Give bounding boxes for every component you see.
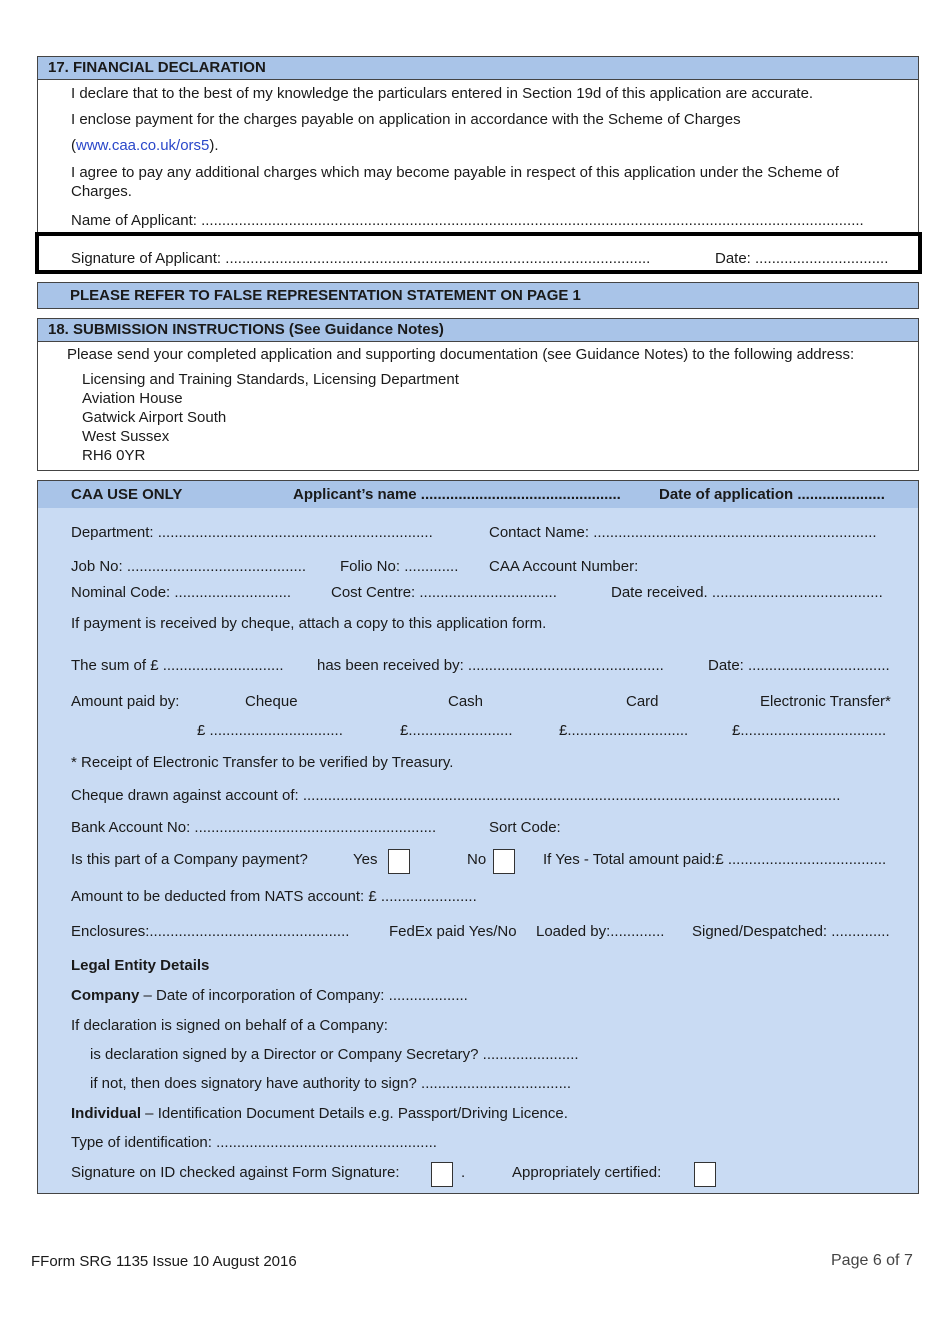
signature-date-field[interactable]: Date: ................................ [715,250,889,267]
address-line: Licensing and Training Standards, Licensing Department [82,371,459,388]
section-17-header [37,56,919,80]
individual-id-text [71,1105,568,1122]
appropriately-certified-label: Appropriately certified: [512,1164,662,1181]
loaded-by-field[interactable]: Loaded by:............. [536,923,665,940]
cost-centre-field[interactable]: Cost Centre: ................................. [331,584,557,601]
job-no-field[interactable]: Job No: ........................................... [71,558,307,575]
section-18-header [37,318,919,342]
authority-question-field[interactable]: if not, then does signatory have authority to sign? .................................... [90,1075,572,1092]
declaration-line-3b: Charges. [71,183,132,200]
cheque-note: If payment is received by cheque, attach a copy to this application form. [71,615,547,632]
sum-of-field[interactable]: The sum of £ ............................. [71,657,284,674]
bank-account-field[interactable]: Bank Account No: .......................................................... [71,819,437,836]
cheque-drawn-field[interactable]: Cheque drawn against account of: ................................................................................................................................. [71,787,841,804]
cheque-label: Cheque [245,693,298,710]
type-of-identification-field[interactable]: Type of identification: ..................................................... [71,1134,437,1151]
appropriately-certified-checkbox[interactable] [694,1162,716,1187]
signature-of-applicant-field[interactable]: Signature of Applicant: ...................................................................................................... [71,250,651,267]
cheque-amount-field[interactable]: £ ................................ [197,722,343,739]
director-question-field[interactable]: is declaration signed by a Director or Company Secretary? ....................... [90,1046,579,1063]
contact-name-field[interactable]: Contact Name: .................................................................... [489,524,877,541]
enclosures-field[interactable]: Enclosures:................................................ [71,923,350,940]
electronic-transfer-label: Electronic Transfer* [760,693,891,710]
folio-no-field[interactable]: Folio No: ............. [340,558,459,575]
date-of-application-field[interactable]: Date of application ..................... [659,486,885,503]
page-number: Page 6 of 7 [831,1252,913,1269]
signature-checked-label: Signature on ID checked against Form Signature: [71,1164,400,1181]
caa-use-only-title: CAA USE ONLY [71,486,183,503]
fedex-paid-field[interactable]: FedEx paid Yes/No [389,923,517,940]
amount-paid-by-label: Amount paid by: [71,693,180,710]
cash-amount-field[interactable]: £......................... [400,722,513,739]
caa-account-number-field[interactable]: CAA Account Number: [489,558,639,575]
section-18-title: 18. SUBMISSION INSTRUCTIONS (See Guidance Notes) [48,321,444,338]
yes-label: Yes [353,851,378,868]
address-line: Aviation House [82,390,183,407]
individual-id-rest: – Identification Document Details e.g. Passport/Driving Licence. [141,1105,568,1122]
department-field[interactable]: Department: .................................................................. [71,524,433,541]
submission-intro: Please send your completed application and supporting documentation (see Guidance Notes) to the following address: [67,346,855,363]
sort-code-field[interactable]: Sort Code: [489,819,561,836]
received-by-field[interactable]: has been received by: ............................................... [317,657,664,674]
false-representation-banner [37,282,919,309]
individual-label: Individual [71,1105,142,1122]
declaration-line-1: I declare that to the best of my knowledge the particulars entered in Section 19d of this application are accurate. [71,85,814,102]
address-line: West Sussex [82,428,170,445]
section-17-body [37,79,919,233]
signature-checked-dot: . [461,1164,466,1181]
address-line: Gatwick Airport South [82,409,227,426]
nominal-code-field[interactable]: Nominal Code: ............................ [71,584,292,601]
receipt-note: * Receipt of Electronic Transfer to be verified by Treasury. [71,754,454,771]
card-label: Card [626,693,659,710]
signed-despatched-field[interactable]: Signed/Despatched: .............. [692,923,890,940]
applicant-name-field[interactable]: Applicant’s name ................................................ [293,486,621,503]
cash-label: Cash [448,693,484,710]
declaration-line-3a: I agree to pay any additional charges which may become payable in respect of this application under the Scheme of [71,164,839,181]
name-of-applicant-field[interactable]: Name of Applicant: ............................................................................................................................................................... [71,212,864,229]
received-date-field[interactable]: Date: .................................. [708,657,890,674]
company-incorporation-text: – Date of incorporation of Company: ................... [139,987,468,1004]
scheme-of-charges-link[interactable]: www.caa.co.uk/ors5 [76,137,210,154]
signature-checked-checkbox[interactable] [431,1162,453,1187]
address-line: RH6 0YR [82,447,146,464]
company-incorporation-field[interactable] [71,987,468,1004]
scheme-link-line [71,137,219,154]
legal-entity-heading: Legal Entity Details [71,957,210,974]
card-amount-field[interactable]: £............................. [559,722,689,739]
false-representation-text: PLEASE REFER TO FALSE REPRESENTATION STATEMENT ON PAGE 1 [70,287,581,304]
link-open: ( [71,137,76,154]
company-payment-yes-checkbox[interactable] [388,849,410,874]
link-close: ). [209,137,219,154]
declaration-behalf-text: If declaration is signed on behalf of a Company: [71,1017,388,1034]
form-reference: FForm SRG 1135 Issue 10 August 2016 [31,1253,297,1270]
company-payment-question: Is this part of a Company payment? [71,851,308,868]
declaration-line-2: I enclose payment for the charges payable on application in accordance with the Scheme of Charges [71,111,741,128]
section-17-title: 17. FINANCIAL DECLARATION [48,59,266,76]
no-label: No [467,851,487,868]
company-payment-no-checkbox[interactable] [493,849,515,874]
electronic-amount-field[interactable]: £................................... [732,722,887,739]
total-amount-paid-field[interactable]: If Yes - Total amount paid:£ ...................................... [543,851,887,868]
date-received-field[interactable]: Date received. ......................................... [611,584,883,601]
company-label: Company [71,987,140,1004]
nats-deduct-field[interactable]: Amount to be deducted from NATS account: £ ....................... [71,888,477,905]
